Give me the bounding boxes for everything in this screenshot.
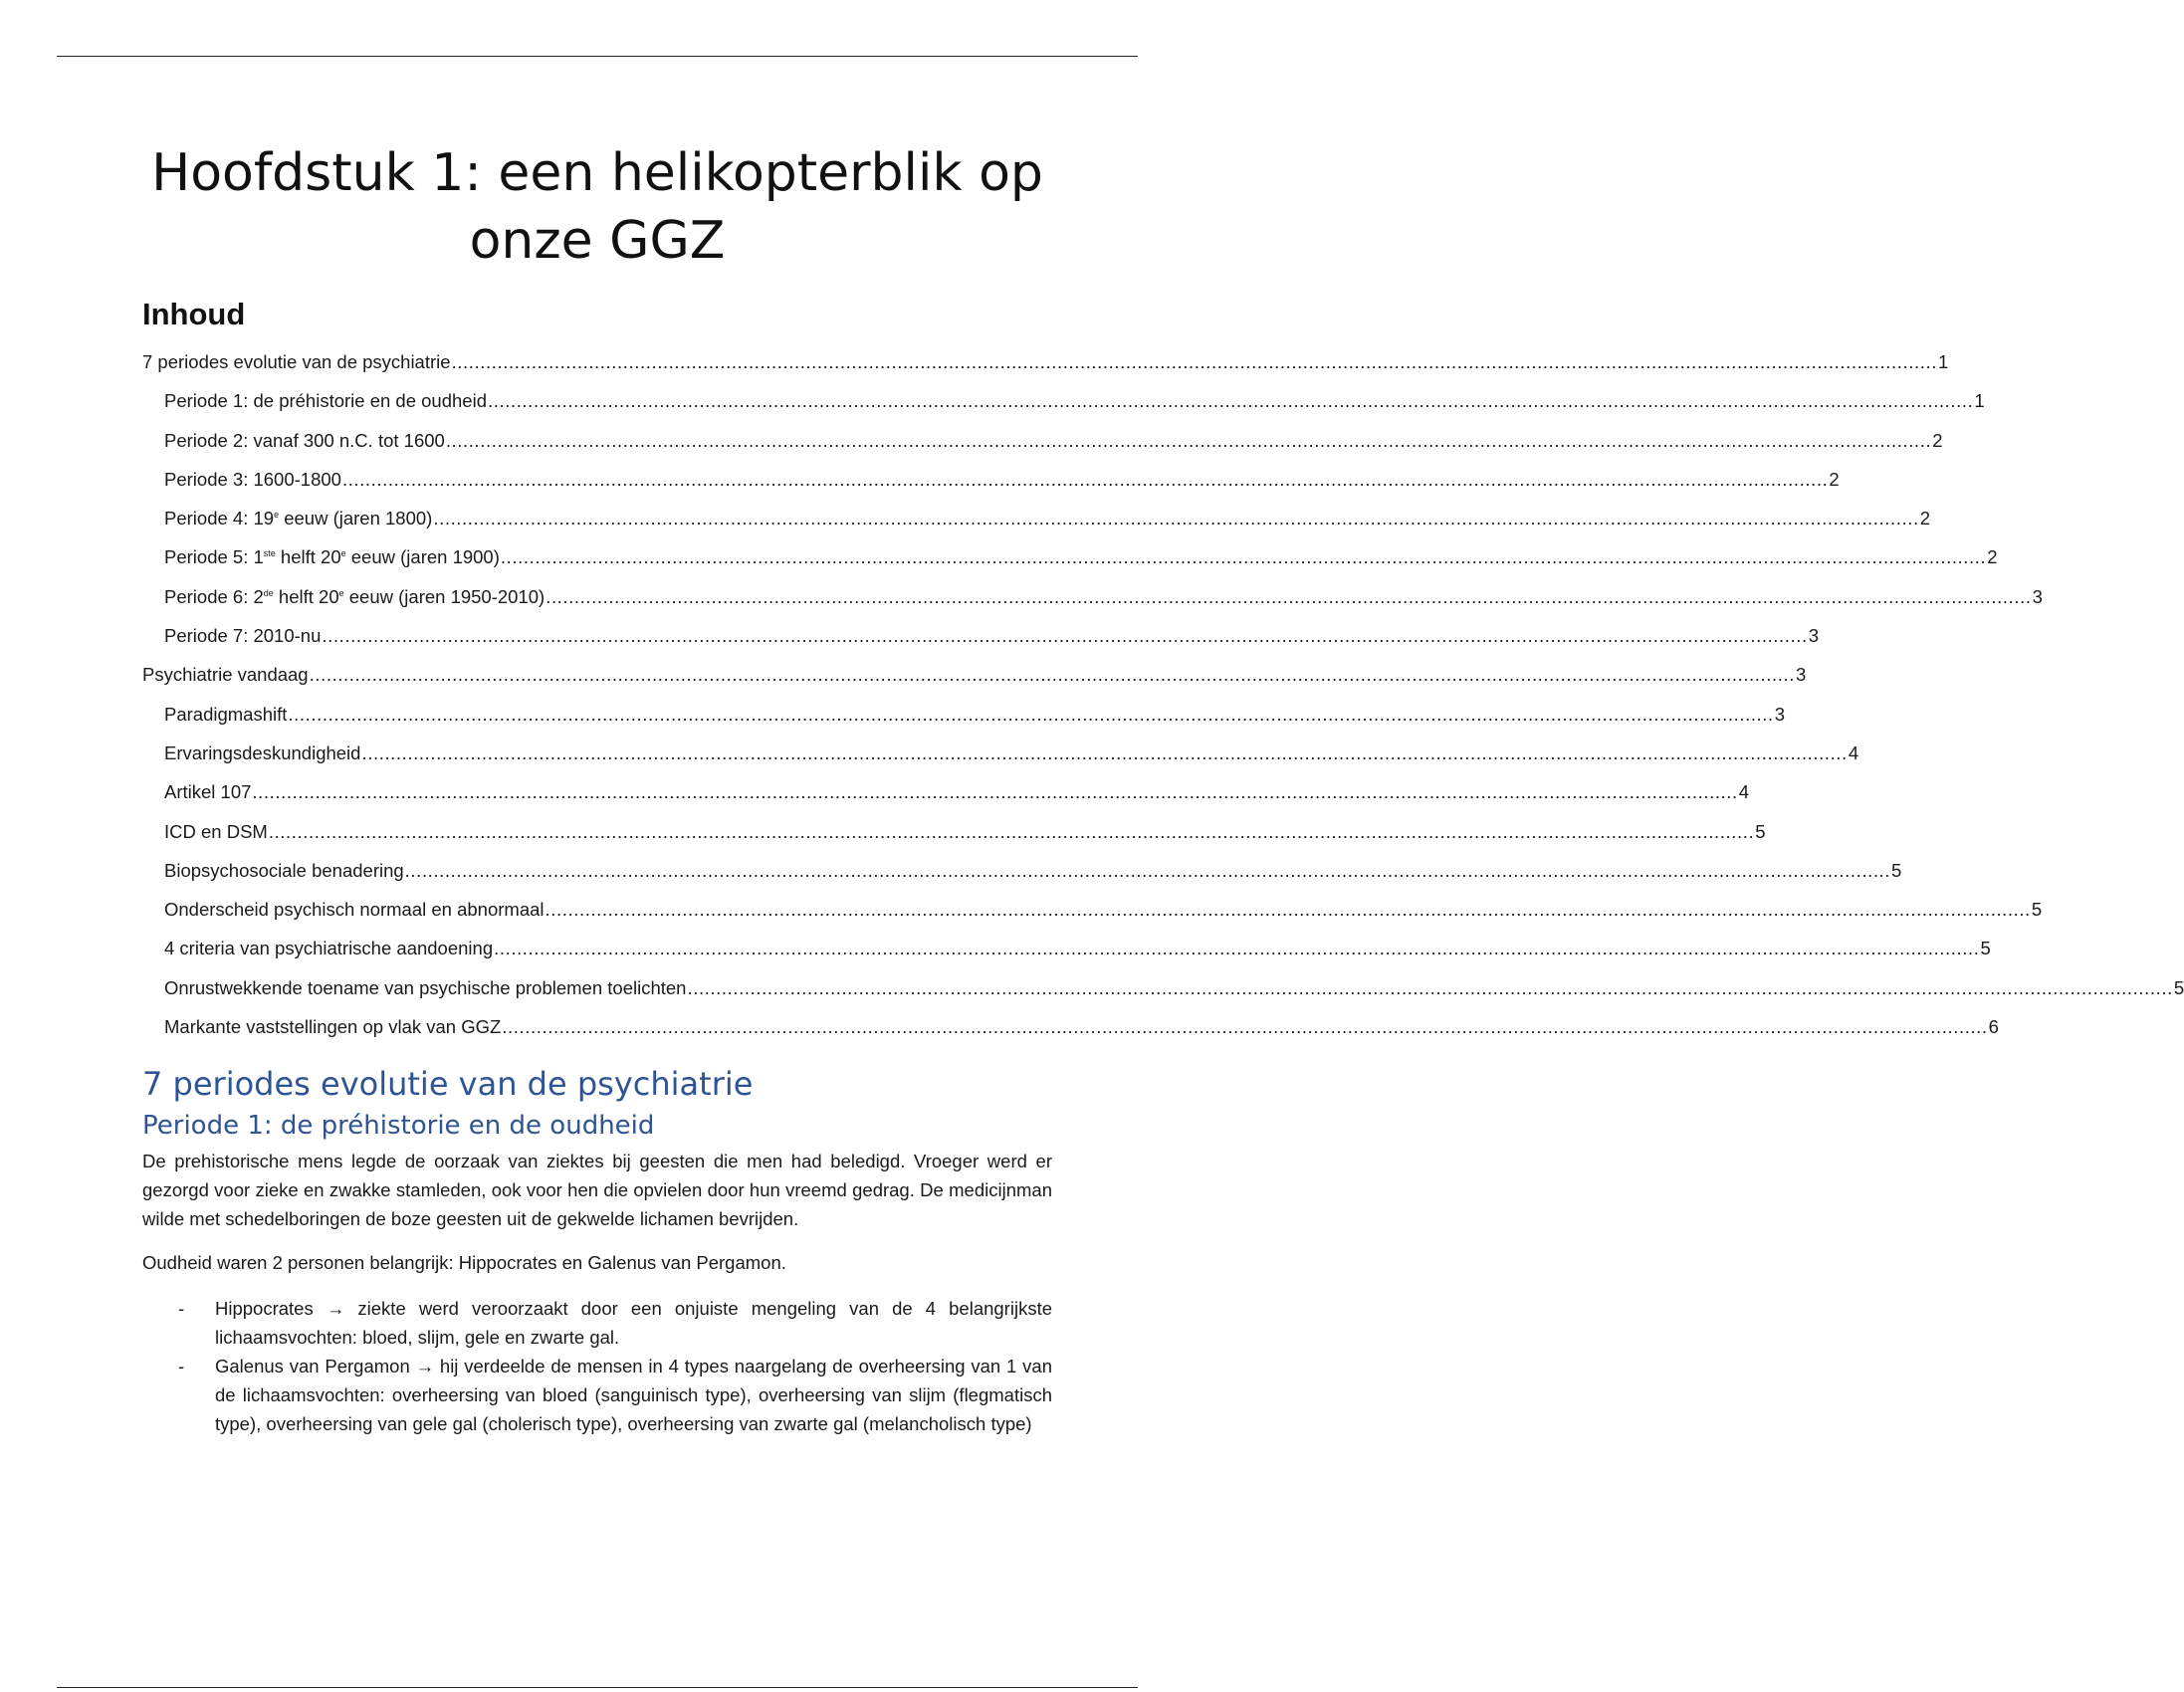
toc-leader-dots: .................................................................................................................................................................................................................................................................... <box>545 899 2031 921</box>
bullet-list <box>142 1294 1052 1438</box>
toc-entry-label: Onderscheid psychisch normaal en abnormaal <box>164 899 545 921</box>
toc-entry[interactable] <box>142 703 1786 741</box>
toc-page-number: 3 <box>1808 625 1820 647</box>
toc-leader-dots: .................................................................................................................................................................................................................................................................... <box>502 1016 1988 1038</box>
toc-entry-text: Periode 4: 19 <box>164 508 275 529</box>
toc-entry-label <box>164 585 545 609</box>
toc-entry[interactable] <box>142 976 2184 1015</box>
superscript: ste <box>263 548 276 559</box>
toc-leader-dots: .................................................................................................................................................................................................................................................................... <box>361 741 1848 763</box>
toc-leader-dots: .................................................................................................................................................................................................................................................................... <box>500 546 1987 568</box>
toc-entry-label <box>164 507 432 530</box>
toc-entry-text: eeuw (jaren 1800) <box>279 508 433 529</box>
toc-entry[interactable] <box>142 937 1991 975</box>
list-item-text: Galenus van Pergamon → hij verdeelde de mensen in 4 types naargelang de overheersing van 1 van de lichaamsvochten: overheersing van bloed (sanguinisch type), overheersing van slijm (flegmatisch type), overheersing van gele gal (cholerisch type), overheersing van zwarte gal (melancholisch type) <box>215 1356 1052 1434</box>
toc-entry-label <box>164 545 500 569</box>
toc-entry-label: 4 criteria van psychiatrische aandoening <box>164 938 494 959</box>
toc-page-number: 2 <box>1919 508 1931 529</box>
toc-page-number: 6 <box>1988 1016 1999 1038</box>
superscript: e <box>274 510 280 521</box>
toc-entry[interactable] <box>142 780 1750 819</box>
toc-entry-label: Periode 2: vanaf 300 n.C. tot 1600 <box>164 429 445 451</box>
toc-leader-dots: .................................................................................................................................................................................................................................................................... <box>341 468 1829 490</box>
toc-page-number: 1 <box>1974 390 1985 412</box>
toc-entry-label: Artikel 107 <box>164 781 252 803</box>
toc-entry[interactable] <box>142 898 2043 937</box>
toc-entry[interactable] <box>142 429 1943 468</box>
toc-entry[interactable] <box>142 663 1807 702</box>
footer-rule <box>57 1687 1138 1688</box>
toc-entry[interactable] <box>142 859 1902 898</box>
toc-entry-text: helft 20 <box>275 546 341 568</box>
list-item-text: Hippocrates → ziekte werd veroorzaakt door een onjuiste mengeling van de 4 belangrijkste lichaamsvochten: bloed, slijm, gele en zwarte gal. <box>215 1298 1052 1348</box>
toc-entry-label: ICD en DSM <box>164 820 268 842</box>
toc-page-number: 1 <box>1937 351 1949 372</box>
toc-entry-text: eeuw (jaren 1950-2010) <box>343 585 546 607</box>
toc-page-number: 4 <box>1738 781 1750 803</box>
toc-entry-label: Periode 7: 2010-nu <box>164 625 322 647</box>
toc-entry-label: 7 periodes evolutie van de psychiatrie <box>142 351 451 372</box>
toc-entry-text: Periode 6: 2 <box>164 585 264 607</box>
superscript: e <box>338 587 344 598</box>
toc-page-number: 3 <box>2032 585 2043 607</box>
bullet-marker: - <box>178 1356 185 1376</box>
toc-entry[interactable] <box>142 820 1766 859</box>
bullet-marker: - <box>178 1298 185 1319</box>
toc-leader-dots: .................................................................................................................................................................................................................................................................... <box>451 351 1937 372</box>
toc-entry-label: Periode 1: de préhistorie en de oudheid <box>164 390 487 412</box>
toc-page-number: 5 <box>1755 820 1766 842</box>
toc-entry-label: Ervaringsdeskundigheid <box>164 741 361 763</box>
document-title: Hoofdstuk 1: een helikopterblik op onze GGZ <box>151 143 1043 271</box>
superscript: e <box>340 548 346 559</box>
toc-entry-label: Markante vaststellingen op vlak van GGZ <box>164 1016 502 1038</box>
toc-leader-dots: .................................................................................................................................................................................................................................................................... <box>252 781 1738 803</box>
toc-page-number: 5 <box>1891 859 1902 881</box>
toc-entry-label: Periode 3: 1600-1800 <box>164 468 341 490</box>
list-item <box>142 1352 1052 1438</box>
paragraph-antiquity: Oudheid waren 2 personen belangrijk: Hippocrates en Galenus van Pergamon. <box>142 1252 786 1273</box>
toc-leader-dots: .................................................................................................................................................................................................................................................................... <box>488 390 1974 412</box>
toc-leader-dots: .................................................................................................................................................................................................................................................................... <box>404 859 1891 881</box>
toc-leader-dots: .................................................................................................................................................................................................................................................................... <box>494 938 1980 959</box>
toc-entry[interactable] <box>142 741 1859 780</box>
toc-entry[interactable] <box>142 585 2043 624</box>
toc-entry-label: Paradigmashift <box>164 703 288 725</box>
toc-entry-text: eeuw (jaren 1900) <box>345 546 500 568</box>
toc-leader-dots: .................................................................................................................................................................................................................................................................... <box>268 820 1755 842</box>
toc-entry[interactable] <box>142 468 1840 507</box>
list-item <box>142 1294 1052 1352</box>
toc-leader-dots: .................................................................................................................................................................................................................................................................... <box>288 703 1774 725</box>
toc-heading: Inhoud <box>142 297 246 331</box>
toc-leader-dots: .................................................................................................................................................................................................................................................................... <box>322 625 1808 647</box>
toc-entry[interactable] <box>142 389 1985 428</box>
toc-leader-dots: .................................................................................................................................................................................................................................................................... <box>687 976 2173 998</box>
toc-entry-label: Psychiatrie vandaag <box>142 664 309 686</box>
toc-page-number: 2 <box>1932 429 1943 451</box>
paragraph-prehistory: De prehistorische mens legde de oorzaak van ziektes bij geesten die men had beledigd. Vroeger werd er gezorgd voor zieke en zwakke stamleden, ook voor hen die opvielen door hun vreemd gedrag. De medicijnman wilde met schedelboringen de boze geesten uit de gekwelde lichamen bevrijden. <box>142 1151 1052 1229</box>
toc-page-number: 2 <box>1987 546 1998 568</box>
toc-entry[interactable] <box>142 624 1820 663</box>
subsection-heading: Periode 1: de préhistorie en de oudheid <box>142 1111 655 1141</box>
toc-entry[interactable] <box>142 507 1931 545</box>
toc-leader-dots: .................................................................................................................................................................................................................................................................... <box>445 429 1932 451</box>
toc-page-number: 4 <box>1848 741 1859 763</box>
toc-page-number: 5 <box>1980 938 1991 959</box>
superscript: de <box>263 587 274 598</box>
toc-page-number: 3 <box>1774 703 1786 725</box>
toc-entry[interactable] <box>142 545 1998 584</box>
toc-entry[interactable] <box>142 1015 1999 1054</box>
toc-page-number: 3 <box>1795 664 1807 686</box>
toc-entry[interactable] <box>142 350 1949 389</box>
toc-page-number: 5 <box>2031 899 2043 921</box>
toc-entry-label: Biopsychosociale benadering <box>164 859 404 881</box>
toc-leader-dots: .................................................................................................................................................................................................................................................................... <box>309 664 1795 686</box>
toc-entry-text: Periode 5: 1 <box>164 546 264 568</box>
toc-page-number: 2 <box>1829 468 1840 490</box>
header-rule <box>57 56 1138 57</box>
section-heading: 7 periodes evolutie van de psychiatrie <box>142 1065 754 1103</box>
toc-entry-label: Onrustwekkende toename van psychische problemen toelichten <box>164 976 687 998</box>
table-of-contents <box>142 350 2184 1054</box>
toc-leader-dots: .................................................................................................................................................................................................................................................................... <box>546 585 2032 607</box>
toc-leader-dots: .................................................................................................................................................................................................................................................................... <box>433 508 1919 529</box>
toc-page-number: 5 <box>2173 976 2184 998</box>
toc-entry-text: helft 20 <box>273 585 339 607</box>
